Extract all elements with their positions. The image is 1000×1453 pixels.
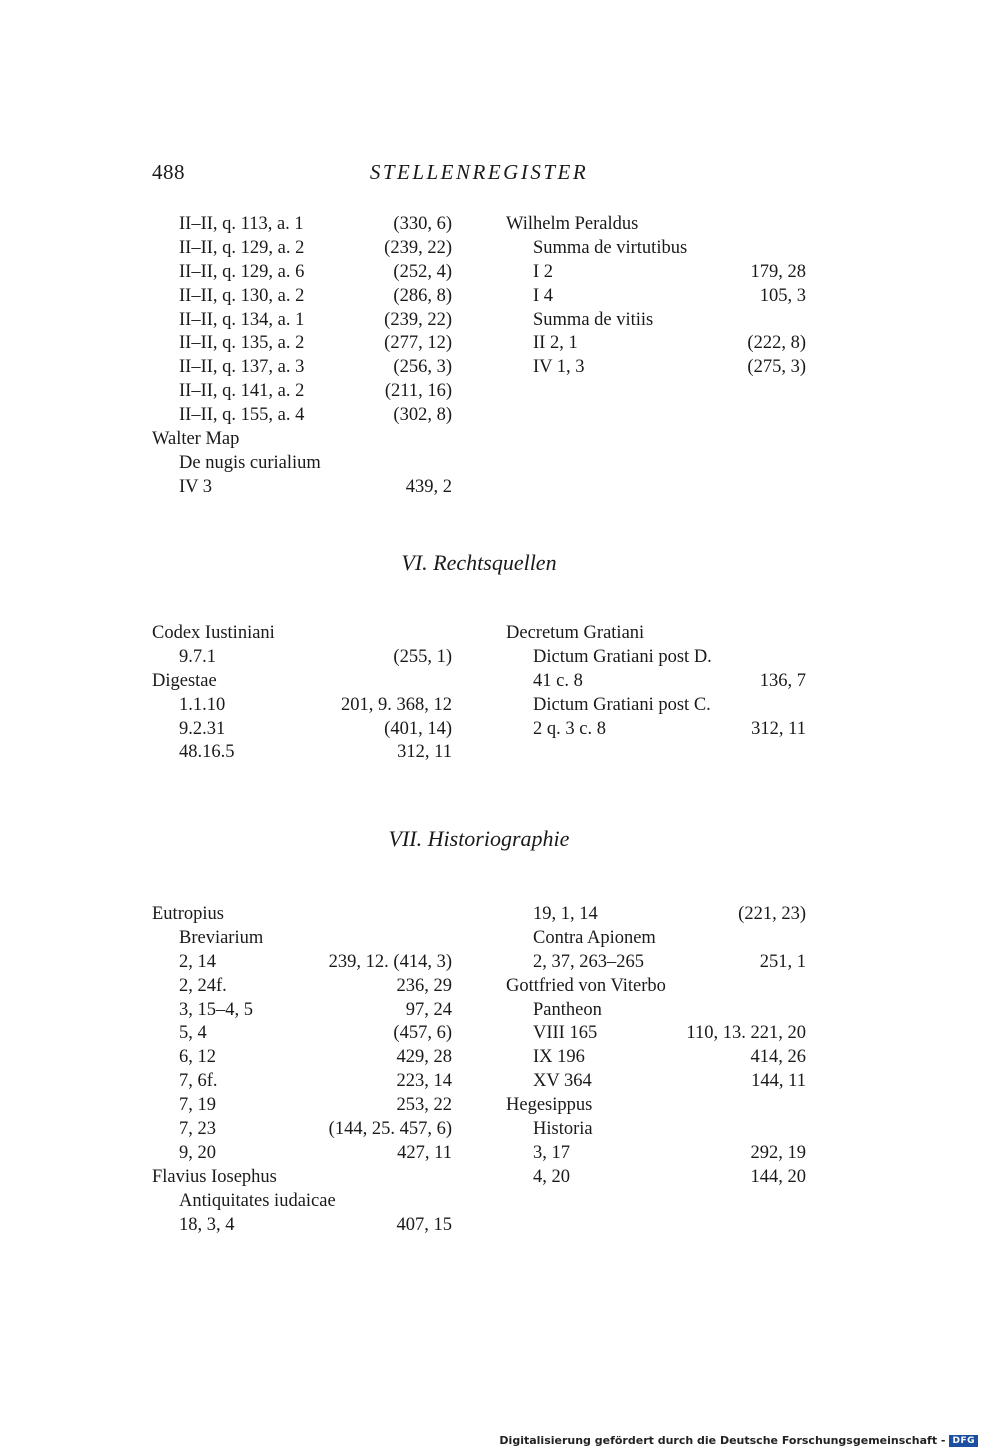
entry-label: 4, 20 (533, 1166, 570, 1187)
entry-label: 7, 6f. (179, 1071, 218, 1092)
index-entry (152, 1094, 452, 1118)
index-entry (506, 285, 806, 309)
entry-label: Wilhelm Peraldus (506, 214, 639, 234)
entry-reference: 253, 22 (396, 1095, 452, 1116)
entry-label: IX 196 (533, 1047, 585, 1068)
index-entry (506, 309, 806, 333)
index-entry (152, 1166, 452, 1190)
footer-text: Digitalisierung gefördert durch die Deutsche Forschungsgemeinschaft - (499, 1434, 946, 1447)
entry-label: 2, 14 (179, 951, 216, 972)
index-entry (506, 694, 806, 718)
entry-label: II–II, q. 129, a. 6 (179, 261, 305, 282)
entry-reference: 201, 9. 368, 12 (341, 694, 452, 715)
index-entry (152, 999, 452, 1023)
index-entry (152, 261, 452, 285)
entry-label: 48.16.5 (179, 742, 235, 763)
index-entry (506, 1070, 806, 1094)
entry-label: II–II, q. 130, a. 2 (179, 285, 305, 306)
entry-label: 19, 1, 14 (533, 904, 598, 924)
entry-label: De nugis curialium (179, 452, 321, 473)
entry-label: 6, 12 (179, 1047, 216, 1068)
entry-reference: 144, 20 (750, 1166, 806, 1187)
entry-label: Dictum Gratiani post D. (533, 646, 712, 667)
entry-label: Eutropius (152, 904, 224, 924)
index-entry (506, 999, 806, 1023)
entry-label: 18, 3, 4 (179, 1214, 235, 1235)
index-entry (152, 718, 452, 742)
entry-reference: 312, 11 (751, 718, 806, 739)
entry-label: XV 364 (533, 1071, 592, 1092)
index-entry (506, 356, 806, 380)
section-2-right-column (506, 903, 806, 1190)
entry-label: 2, 37, 263–265 (533, 951, 644, 972)
entry-reference: 292, 19 (750, 1142, 806, 1163)
entry-label: 3, 15–4, 5 (179, 999, 253, 1020)
index-entry (506, 1022, 806, 1046)
entry-label: Digestae (152, 670, 217, 691)
index-entry (506, 646, 806, 670)
entry-label: 3, 17 (533, 1142, 570, 1163)
index-entry (506, 975, 806, 999)
entry-label: Walter Map (152, 429, 240, 450)
entry-label: 41 c. 8 (533, 670, 583, 691)
page-number: 488 (152, 160, 185, 184)
entry-label: IV 1, 3 (533, 357, 585, 378)
entry-reference: 439, 2 (405, 476, 452, 497)
entry-label: Flavius Iosephus (152, 1166, 277, 1187)
entry-label: 2, 24f. (179, 975, 227, 996)
entry-label: 2 q. 3 c. 8 (533, 718, 606, 739)
entry-label: Summa de virtutibus (533, 237, 688, 258)
index-entry (152, 452, 452, 476)
running-title: STELLENREGISTER (369, 160, 589, 184)
entry-reference: 414, 26 (750, 1047, 806, 1068)
entry-reference: 236, 29 (396, 975, 452, 996)
index-entry (152, 670, 452, 694)
entry-reference: 239, 12. (414, 3) (328, 951, 452, 972)
entry-reference: 136, 7 (759, 670, 806, 691)
entry-label: VIII 165 (533, 1023, 598, 1044)
entry-reference: 251, 1 (759, 951, 806, 972)
entry-reference: (286, 8) (393, 285, 452, 306)
index-entry (152, 404, 452, 428)
index-entry (152, 694, 452, 718)
entry-label: Breviarium (179, 927, 264, 948)
index-entry (506, 622, 806, 646)
index-entry (152, 476, 452, 500)
entry-reference: (144, 25. 457, 6) (328, 1119, 452, 1140)
entry-label: II–II, q. 134, a. 1 (179, 309, 305, 330)
entry-reference: (457, 6) (393, 1023, 452, 1044)
index-entry (506, 1142, 806, 1166)
index-entry (152, 1214, 452, 1238)
entry-reference: (277, 12) (384, 333, 452, 354)
index-entry (506, 927, 806, 951)
index-entry (152, 1070, 452, 1094)
index-entry (506, 718, 806, 742)
entry-reference: (222, 8) (747, 333, 806, 354)
index-entry (152, 927, 452, 951)
entry-label: Antiquitates iudaicae (179, 1190, 336, 1211)
entry-label: 9, 20 (179, 1142, 216, 1163)
index-entry (152, 285, 452, 309)
section-2-left-column (152, 903, 452, 1237)
entry-reference: 223, 14 (396, 1071, 452, 1092)
entry-label: Historia (533, 1119, 593, 1140)
index-entry (506, 237, 806, 261)
entry-reference: 144, 11 (751, 1071, 806, 1092)
entry-reference: 110, 13. 221, 20 (686, 1023, 806, 1044)
index-entry (506, 213, 806, 237)
index-entry (152, 1118, 452, 1142)
entry-reference: 427, 11 (397, 1142, 452, 1163)
page-header (152, 160, 806, 192)
entry-label: 1.1.10 (179, 694, 226, 715)
entry-reference: 97, 24 (405, 999, 452, 1020)
index-entry (152, 1022, 452, 1046)
entry-label: Gottfried von Viterbo (506, 975, 666, 996)
entry-reference: (330, 6) (393, 214, 452, 234)
entry-label: Decretum Gratiani (506, 623, 645, 643)
entry-label: Hegesippus (506, 1095, 593, 1116)
entry-label: II–II, q. 135, a. 2 (179, 333, 305, 354)
entry-label: IV 3 (179, 476, 213, 497)
entry-reference: 105, 3 (759, 285, 806, 306)
entry-label: II–II, q. 137, a. 3 (179, 357, 305, 378)
footer-credit (499, 1434, 978, 1447)
section-title-rechtsquellen: VI. Rechtsquellen (401, 550, 557, 575)
index-entry (152, 951, 452, 975)
index-entry (506, 261, 806, 285)
entry-reference: (252, 4) (393, 261, 452, 282)
index-entry (152, 1142, 452, 1166)
index-entry (506, 1094, 806, 1118)
entry-reference: 407, 15 (396, 1214, 452, 1235)
index-entry (506, 951, 806, 975)
index-entry (152, 622, 452, 646)
section-1-left-column (152, 622, 452, 765)
entry-label: Summa de vitiis (533, 309, 654, 330)
index-entry (152, 1046, 452, 1070)
index-entry (152, 428, 452, 452)
entry-reference: 179, 28 (750, 261, 806, 282)
entry-label: Contra Apionem (533, 927, 656, 948)
entry-reference: (239, 22) (384, 237, 452, 258)
section-1-right-column (506, 622, 806, 741)
index-entry (506, 1118, 806, 1142)
entry-label: 7, 19 (179, 1095, 216, 1116)
index-entry (152, 380, 452, 404)
index-entry (152, 309, 452, 333)
entry-label: II–II, q. 113, a. 1 (179, 214, 304, 234)
entry-reference: (256, 3) (393, 357, 452, 378)
index-entry (152, 975, 452, 999)
entry-label: Dictum Gratiani post C. (533, 694, 711, 715)
entry-label: II–II, q. 141, a. 2 (179, 381, 305, 402)
section-0-right-column (506, 213, 806, 380)
entry-label: I 4 (533, 285, 554, 306)
dfg-logo: DFG (949, 1435, 978, 1447)
entry-label: II 2, 1 (533, 333, 578, 354)
entry-label: 7, 23 (179, 1119, 216, 1140)
index-entry (152, 646, 452, 670)
entry-label: 9.2.31 (179, 718, 226, 739)
index-entry (152, 356, 452, 380)
section-0-left-column (152, 213, 452, 500)
entry-reference: (302, 8) (393, 405, 452, 426)
index-entry (152, 213, 452, 237)
index-entry (506, 332, 806, 356)
index-entry (506, 1166, 806, 1190)
index-entry (152, 237, 452, 261)
index-entry (152, 741, 452, 765)
index-entry (506, 1046, 806, 1070)
entry-label: II–II, q. 129, a. 2 (179, 237, 305, 258)
entry-label: 9.7.1 (179, 646, 216, 667)
index-entry (506, 903, 806, 927)
entry-label: I 2 (533, 261, 554, 282)
entry-reference: 429, 28 (396, 1047, 452, 1068)
index-entry (152, 903, 452, 927)
index-entry (152, 332, 452, 356)
entry-label: 5, 4 (179, 1023, 207, 1044)
section-title-historiographie: VII. Historiographie (388, 826, 570, 851)
entry-reference: (275, 3) (747, 357, 806, 378)
entry-reference: (401, 14) (384, 718, 452, 739)
entry-reference: (221, 23) (738, 904, 806, 924)
index-entry (506, 670, 806, 694)
entry-reference: 312, 11 (397, 742, 452, 763)
entry-reference: (255, 1) (393, 646, 452, 667)
entry-label: Pantheon (533, 999, 602, 1020)
index-entry (152, 1190, 452, 1214)
entry-reference: (211, 16) (384, 381, 452, 402)
entry-label: Codex Iustiniani (152, 623, 275, 643)
entry-label: II–II, q. 155, a. 4 (179, 405, 305, 426)
entry-reference: (239, 22) (384, 309, 452, 330)
